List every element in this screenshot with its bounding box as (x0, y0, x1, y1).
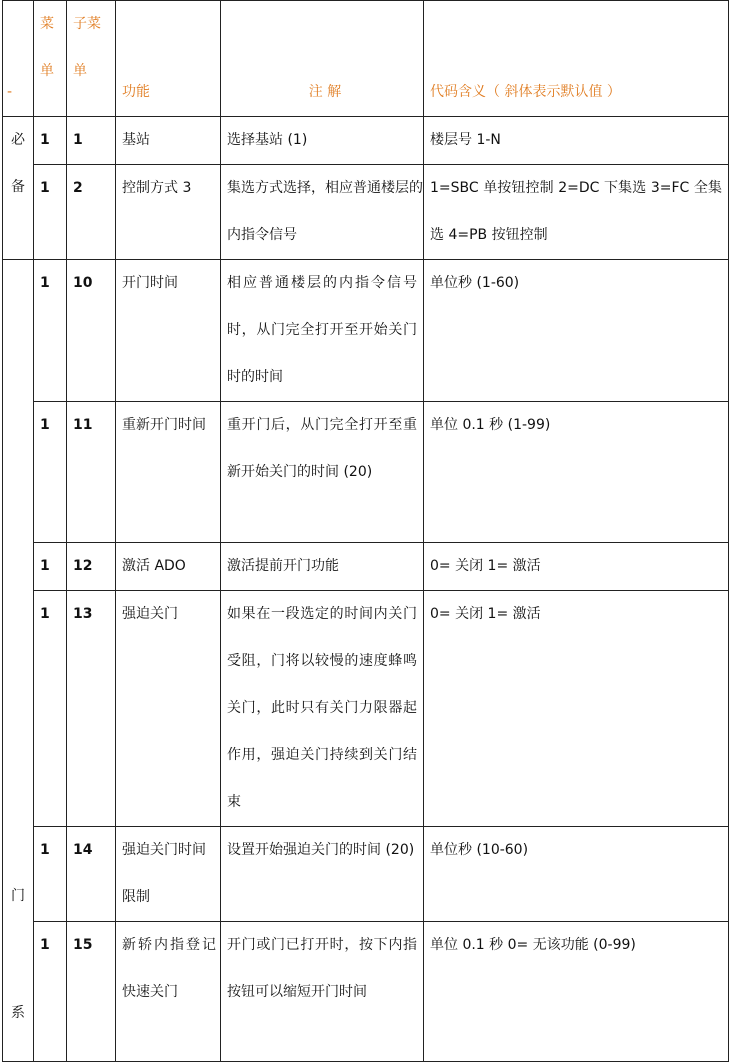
submenu-cell: 13 (67, 591, 116, 827)
menu-cell: 1 (34, 922, 67, 1062)
table-row (3, 827, 729, 922)
note-cell: 设置开始强迫关门的时间 (20) (221, 827, 424, 922)
header-row (3, 1, 729, 117)
note-cell: 激活提前开门功能 (221, 543, 424, 591)
note-cell: 重开门后，从门完全打开至重新开始关门的时间 (20) (221, 402, 424, 543)
submenu-cell: 1 (67, 117, 116, 165)
section-door (3, 260, 34, 1062)
menu-cell: 1 (34, 827, 67, 922)
code-cell: 单位秒 (10-60) (424, 827, 729, 922)
submenu-cell: 15 (67, 922, 116, 1062)
table-row (3, 591, 729, 827)
submenu-cell: 12 (67, 543, 116, 591)
menu-cell: 1 (34, 117, 67, 165)
note-cell: 如果在一段选定的时间内关门受阻，门将以较慢的速度蜂鸣关门，此时只有关门力限器起作用，强迫关门持续到关门结束 (221, 591, 424, 827)
function-cell: 基站 (116, 117, 221, 165)
section-required-bottom: 备 (11, 179, 25, 195)
note-cell: 选择基站 (1) (221, 117, 424, 165)
submenu-cell: 10 (67, 260, 116, 402)
table-row (3, 402, 729, 543)
note-cell: 相应普通楼层的内指令信号时，从门完全打开至开始关门时的时间 (221, 260, 424, 402)
table-row (3, 260, 729, 402)
header-submenu (67, 1, 116, 117)
function-cell: 开门时间 (116, 260, 221, 402)
menu-cell: 1 (34, 591, 67, 827)
code-cell: 0= 关闭 1= 激活 (424, 543, 729, 591)
note-cell: 集选方式选择，相应普通楼层的内指令信号 (221, 165, 424, 260)
section-required (3, 117, 34, 260)
code-cell: 1=SBC 单按钮控制 2=DC 下集选 3=FC 全集选 4=PB 按钮控制 (424, 165, 729, 260)
header-menu (34, 1, 67, 117)
section-door-bottom: 系 (11, 1005, 25, 1021)
code-cell: 单位秒 (1-60) (424, 260, 729, 402)
note-cell: 开门或门已打开时，按下内指按钮可以缩短开门时间 (221, 922, 424, 1062)
code-cell: 0= 关闭 1= 激活 (424, 591, 729, 827)
submenu-cell: 11 (67, 402, 116, 543)
section-required-top: 必 (11, 132, 25, 148)
menu-cell: 1 (34, 260, 67, 402)
code-cell: 楼层号 1-N (424, 117, 729, 165)
function-cell: 强迫关门 (116, 591, 221, 827)
submenu-cell: 2 (67, 165, 116, 260)
header-note: 注 解 (221, 1, 424, 117)
code-cell: 单位 0.1 秒 (1-99) (424, 402, 729, 543)
header-menu-label: 菜单 (40, 16, 54, 79)
table-row (3, 117, 729, 165)
menu-cell: 1 (34, 402, 67, 543)
table-row (3, 922, 729, 1062)
header-submenu-label: 子菜单 (73, 16, 101, 79)
menu-cell: 1 (34, 543, 67, 591)
table-row (3, 543, 729, 591)
submenu-cell: 14 (67, 827, 116, 922)
code-cell: 单位 0.1 秒 0= 无该功能 (0-99) (424, 922, 729, 1062)
header-function: 功能 (116, 1, 221, 117)
header-dash: - (3, 1, 34, 117)
parameter-table (2, 0, 729, 1062)
menu-cell: 1 (34, 165, 67, 260)
section-door-top: 门 (11, 888, 25, 904)
function-cell: 强迫关门时间限制 (116, 827, 221, 922)
function-cell: 新轿内指登记快速关门 (116, 922, 221, 1062)
function-cell: 重新开门时间 (116, 402, 221, 543)
table-row (3, 165, 729, 260)
function-cell: 控制方式 3 (116, 165, 221, 260)
header-code: 代码含义（ 斜体表示默认值 ） (424, 1, 729, 117)
function-cell: 激活 ADO (116, 543, 221, 591)
